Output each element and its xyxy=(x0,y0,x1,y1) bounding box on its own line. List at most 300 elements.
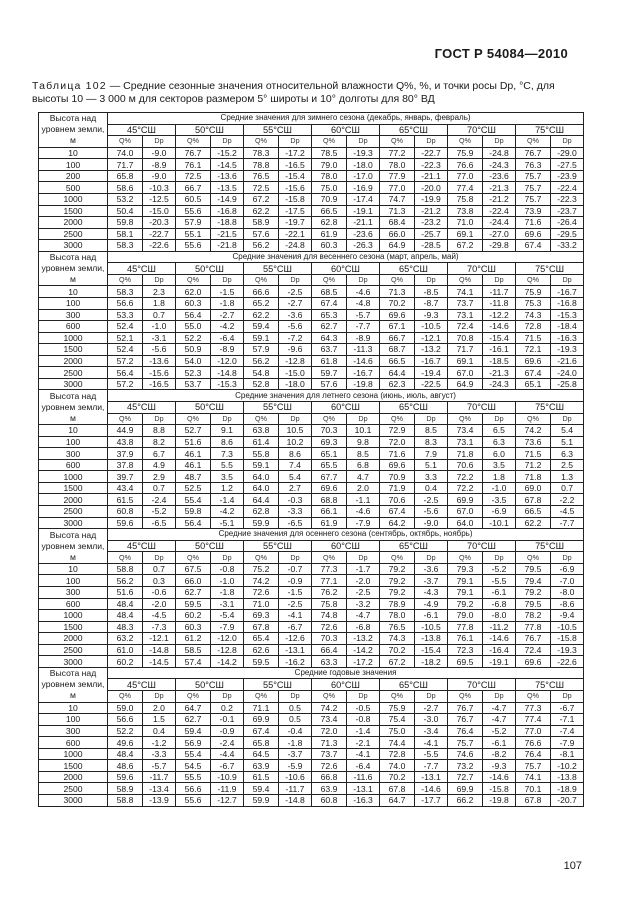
humidity-cell: 58.9 xyxy=(244,217,279,229)
humidity-subheader: Q% xyxy=(380,136,415,148)
dewpoint-cell: -24.8 xyxy=(279,240,312,252)
table-row xyxy=(39,436,584,448)
humidity-cell: 61.9 xyxy=(312,228,347,240)
latitude-header: 60°СШ xyxy=(312,679,380,691)
humidity-cell: 75.7 xyxy=(516,760,551,772)
dewpoint-cell: -7.7 xyxy=(347,321,380,333)
dewpoint-cell: -8.7 xyxy=(415,298,448,310)
humidity-subheader: Q% xyxy=(108,691,143,703)
dewpoint-cell: -1.4 xyxy=(211,494,244,506)
humidity-cell: 76.5 xyxy=(380,621,415,633)
dewpoint-cell: -22.5 xyxy=(415,378,448,390)
season-title: Средние значения для осеннего сезона (сентябрь, октябрь, ноябрь) xyxy=(108,529,584,541)
dewpoint-cell: -16.5 xyxy=(143,378,176,390)
humidity-subheader: Q% xyxy=(380,274,415,286)
humidity-subheader: Q% xyxy=(448,552,483,564)
dewpoint-subheader: Dр xyxy=(483,691,516,703)
height-cell: 10 xyxy=(39,563,108,575)
height-cell: 3000 xyxy=(39,656,108,668)
humidity-cell: 60.3 xyxy=(176,621,211,633)
humidity-cell: 76.3 xyxy=(516,159,551,171)
table-row xyxy=(39,228,584,240)
dewpoint-cell: -3.3 xyxy=(143,748,176,760)
humidity-cell: 50.9 xyxy=(176,344,211,356)
humidity-cell: 69.6 xyxy=(380,459,415,471)
dewpoint-cell: -22.4 xyxy=(483,205,516,217)
dewpoint-cell: -2.0 xyxy=(347,575,380,587)
dewpoint-cell: 10.5 xyxy=(279,425,312,437)
dewpoint-cell: -15.4 xyxy=(415,644,448,656)
latitude-header: 60°СШ xyxy=(312,124,380,136)
table-row xyxy=(39,217,584,229)
humidity-cell: 68.4 xyxy=(380,217,415,229)
dewpoint-cell: -17.4 xyxy=(347,193,380,205)
humidity-cell: 61.0 xyxy=(108,644,143,656)
dewpoint-cell: -3.7 xyxy=(415,575,448,587)
humidity-subheader: Q% xyxy=(244,691,279,703)
humidity-cell: 76.7 xyxy=(176,147,211,159)
dewpoint-subheader: Dр xyxy=(211,413,244,425)
height-cell: 600 xyxy=(39,598,108,610)
humidity-cell: 72.2 xyxy=(448,471,483,483)
dewpoint-cell: -2.7 xyxy=(415,702,448,714)
latitude-header: 60°СШ xyxy=(312,540,380,552)
humidity-cell: 70.6 xyxy=(380,494,415,506)
humidity-cell: 67.0 xyxy=(448,506,483,518)
humidity-cell: 57.6 xyxy=(312,378,347,390)
humidity-cell: 78.0 xyxy=(380,159,415,171)
table-row xyxy=(39,355,584,367)
height-cell: 2000 xyxy=(39,355,108,367)
dewpoint-cell: -13.8 xyxy=(415,633,448,645)
dewpoint-cell: -11.7 xyxy=(143,771,176,783)
dewpoint-cell: 7.3 xyxy=(211,448,244,460)
humidity-cell: 37.9 xyxy=(108,448,143,460)
height-cell: 1000 xyxy=(39,748,108,760)
dewpoint-cell: -1.1 xyxy=(347,494,380,506)
dewpoint-subheader: Dр xyxy=(483,413,516,425)
dewpoint-cell: -1.8 xyxy=(211,298,244,310)
table-caption xyxy=(32,80,592,106)
dewpoint-cell: -9.0 xyxy=(415,517,448,529)
height-cell: 10 xyxy=(39,147,108,159)
dewpoint-cell: -20.7 xyxy=(551,794,584,806)
humidity-cell: 52.8 xyxy=(244,378,279,390)
dewpoint-cell: -4.4 xyxy=(211,748,244,760)
humidity-cell: 59.9 xyxy=(244,517,279,529)
dewpoint-cell: -5.2 xyxy=(483,725,516,737)
humidity-cell: 64.4 xyxy=(380,367,415,379)
humidity-cell: 71.8 xyxy=(448,448,483,460)
height-cell: 300 xyxy=(39,586,108,598)
latitude-row xyxy=(39,679,584,691)
humidity-cell: 64.3 xyxy=(312,332,347,344)
dewpoint-cell: 8.8 xyxy=(143,425,176,437)
dewpoint-cell: -4.1 xyxy=(415,737,448,749)
latitude-header: 50°СШ xyxy=(176,263,244,275)
humidity-cell: 67.8 xyxy=(380,783,415,795)
dewpoint-cell: -14.6 xyxy=(483,771,516,783)
humidity-subheader: Q% xyxy=(380,691,415,703)
humidity-cell: 54.5 xyxy=(176,760,211,772)
height-cell: 2500 xyxy=(39,228,108,240)
dewpoint-cell: -12.6 xyxy=(279,633,312,645)
dewpoint-cell: -19.3 xyxy=(551,344,584,356)
height-cell: 300 xyxy=(39,725,108,737)
document-header: ГОСТ Р 54084—2010 xyxy=(434,46,568,61)
dewpoint-subheader: Dр xyxy=(211,274,244,286)
dewpoint-cell: -12.1 xyxy=(143,633,176,645)
dewpoint-cell: -28.5 xyxy=(415,240,448,252)
dewpoint-cell: 0.7 xyxy=(143,309,176,321)
dewpoint-cell: -3.4 xyxy=(415,725,448,737)
height-cell: 300 xyxy=(39,448,108,460)
humidity-cell: 52.4 xyxy=(108,321,143,333)
humidity-cell: 79.2 xyxy=(448,598,483,610)
dewpoint-cell: -29.8 xyxy=(483,240,516,252)
humidity-cell: 79.3 xyxy=(448,563,483,575)
dewpoint-subheader: Dр xyxy=(279,552,312,564)
latitude-header: 45°СШ xyxy=(108,540,176,552)
dewpoint-cell: -22.6 xyxy=(143,240,176,252)
humidity-cell: 67.5 xyxy=(176,563,211,575)
dewpoint-cell: -4.1 xyxy=(347,748,380,760)
dewpoint-cell: -1.0 xyxy=(211,575,244,587)
dewpoint-subheader: Dр xyxy=(347,552,380,564)
dewpoint-cell: 2.0 xyxy=(347,482,380,494)
humidity-subheader: Q% xyxy=(448,274,483,286)
humidity-cell: 64.2 xyxy=(380,517,415,529)
humidity-cell: 71.7 xyxy=(448,344,483,356)
humidity-cell: 69.9 xyxy=(448,783,483,795)
dewpoint-cell: -16.2 xyxy=(279,656,312,668)
dewpoint-cell: -15.6 xyxy=(279,182,312,194)
humidity-cell: 74.1 xyxy=(516,771,551,783)
dewpoint-cell: -6.5 xyxy=(279,517,312,529)
dewpoint-cell: -4.5 xyxy=(143,610,176,622)
humidity-cell: 58.6 xyxy=(108,182,143,194)
humidity-cell: 66.2 xyxy=(448,794,483,806)
dewpoint-cell: -17.7 xyxy=(415,794,448,806)
dewpoint-cell: -22.1 xyxy=(279,228,312,240)
dewpoint-cell: -19.8 xyxy=(347,378,380,390)
humidity-cell: 73.1 xyxy=(448,436,483,448)
dewpoint-cell: -23.6 xyxy=(347,228,380,240)
humidity-cell: 64.9 xyxy=(448,378,483,390)
dewpoint-cell: -16.1 xyxy=(483,344,516,356)
humidity-cell: 74.0 xyxy=(108,147,143,159)
dewpoint-cell: 3.5 xyxy=(483,459,516,471)
humidity-subheader: Q% xyxy=(108,274,143,286)
dewpoint-cell: 8.2 xyxy=(143,436,176,448)
humidity-cell: 52.4 xyxy=(108,344,143,356)
dewpoint-cell: -15.2 xyxy=(211,147,244,159)
dewpoint-cell: -18.0 xyxy=(347,159,380,171)
humidity-cell: 69.3 xyxy=(312,436,347,448)
dewpoint-cell: -0.9 xyxy=(279,575,312,587)
dewpoint-subheader: Dр xyxy=(347,274,380,286)
height-cell: 1500 xyxy=(39,482,108,494)
latitude-header: 50°СШ xyxy=(176,402,244,414)
humidity-cell: 72.8 xyxy=(516,321,551,333)
dewpoint-cell: 2.9 xyxy=(143,471,176,483)
dewpoint-cell: -21.6 xyxy=(551,355,584,367)
dewpoint-cell: -7.9 xyxy=(211,621,244,633)
dewpoint-cell: 5.4 xyxy=(551,425,584,437)
humidity-cell: 71.5 xyxy=(516,448,551,460)
dewpoint-cell: -8.6 xyxy=(551,598,584,610)
dewpoint-cell: 2.3 xyxy=(143,286,176,298)
humidity-cell: 77.8 xyxy=(516,621,551,633)
humidity-cell: 62.7 xyxy=(176,586,211,598)
dewpoint-cell: -3.6 xyxy=(415,563,448,575)
humidity-cell: 77.0 xyxy=(448,170,483,182)
dewpoint-cell: -3.1 xyxy=(211,598,244,610)
season-title: Средние значения для зимнего сезона (декабрь, январь, февраль) xyxy=(108,113,584,125)
dewpoint-cell: -17.2 xyxy=(279,147,312,159)
humidity-cell: 56.2 xyxy=(244,240,279,252)
humidity-cell: 79.5 xyxy=(516,598,551,610)
humidity-cell: 71.6 xyxy=(516,217,551,229)
humidity-subheader: Q% xyxy=(176,413,211,425)
height-cell: 1500 xyxy=(39,205,108,217)
dewpoint-cell: -21.2 xyxy=(483,193,516,205)
height-cell: 300 xyxy=(39,309,108,321)
dewpoint-subheader: Dр xyxy=(415,136,448,148)
humidity-cell: 76.6 xyxy=(516,737,551,749)
dewpoint-cell: -14.2 xyxy=(347,644,380,656)
dewpoint-cell: -19.3 xyxy=(551,644,584,656)
humidity-cell: 67.4 xyxy=(244,725,279,737)
dewpoint-subheader: Dр xyxy=(143,136,176,148)
humidity-cell: 64.0 xyxy=(448,517,483,529)
dewpoint-cell: -8.9 xyxy=(211,344,244,356)
height-cell: 10 xyxy=(39,425,108,437)
latitude-header: 60°СШ xyxy=(312,263,380,275)
block-title-row xyxy=(39,529,584,541)
humidity-cell: 72.4 xyxy=(448,321,483,333)
dewpoint-cell: -4.6 xyxy=(347,286,380,298)
dewpoint-cell: -14.2 xyxy=(211,656,244,668)
dewpoint-cell: -1.0 xyxy=(143,321,176,333)
dewpoint-cell: 8.6 xyxy=(279,448,312,460)
dewpoint-cell: -2.1 xyxy=(347,737,380,749)
humidity-cell: 57.9 xyxy=(176,217,211,229)
dewpoint-cell: -13.2 xyxy=(415,344,448,356)
height-cell: 3000 xyxy=(39,378,108,390)
humidity-cell: 73.2 xyxy=(448,760,483,772)
latitude-row xyxy=(39,540,584,552)
humidity-cell: 48.6 xyxy=(108,760,143,772)
humidity-cell: 70.1 xyxy=(516,783,551,795)
dewpoint-cell: 10.1 xyxy=(347,425,380,437)
dewpoint-cell: -1.5 xyxy=(279,586,312,598)
humidity-cell: 55.6 xyxy=(176,794,211,806)
dewpoint-subheader: Dр xyxy=(347,691,380,703)
humidity-cell: 66.1 xyxy=(312,506,347,518)
dewpoint-cell: -24.3 xyxy=(483,378,516,390)
humidity-cell: 50.4 xyxy=(108,205,143,217)
dewpoint-cell: 0.7 xyxy=(143,563,176,575)
humidity-cell: 67.4 xyxy=(516,240,551,252)
dewpoint-cell: 8.3 xyxy=(415,436,448,448)
dewpoint-cell: -1.7 xyxy=(347,563,380,575)
humidity-cell: 72.8 xyxy=(380,748,415,760)
humidity-cell: 64.0 xyxy=(244,471,279,483)
dewpoint-cell: -21.2 xyxy=(415,205,448,217)
dewpoint-cell: -3.2 xyxy=(347,598,380,610)
humidity-cell: 58.1 xyxy=(108,228,143,240)
humidity-cell: 59.7 xyxy=(312,367,347,379)
latitude-row xyxy=(39,402,584,414)
dewpoint-subheader: Dр xyxy=(279,691,312,703)
dewpoint-subheader: Dр xyxy=(551,691,584,703)
humidity-subheader: Q% xyxy=(312,413,347,425)
height-cell: 600 xyxy=(39,737,108,749)
humidity-cell: 79.2 xyxy=(380,575,415,587)
humidity-cell: 48.4 xyxy=(108,748,143,760)
dewpoint-cell: 2.7 xyxy=(279,482,312,494)
humidity-cell: 55.5 xyxy=(176,771,211,783)
height-cell: 2000 xyxy=(39,771,108,783)
dewpoint-cell: -4.2 xyxy=(211,506,244,518)
humidity-cell: 67.4 xyxy=(312,298,347,310)
dewpoint-cell: -3.1 xyxy=(143,332,176,344)
dewpoint-cell: -15.0 xyxy=(143,205,176,217)
dewpoint-cell: -5.1 xyxy=(211,517,244,529)
humidity-cell: 73.4 xyxy=(448,425,483,437)
humidity-cell: 55.4 xyxy=(176,494,211,506)
dewpoint-cell: 5.4 xyxy=(279,471,312,483)
humidity-cell: 43.8 xyxy=(108,436,143,448)
dewpoint-cell: -13.1 xyxy=(415,771,448,783)
height-cell: 100 xyxy=(39,714,108,726)
height-cell: 2500 xyxy=(39,506,108,518)
humidity-cell: 63.9 xyxy=(312,783,347,795)
dewpoint-cell: -7.9 xyxy=(347,517,380,529)
dewpoint-cell: -5.7 xyxy=(347,309,380,321)
dewpoint-cell: -3.6 xyxy=(279,309,312,321)
humidity-cell: 63.2 xyxy=(108,633,143,645)
humidity-cell: 56.4 xyxy=(176,309,211,321)
dewpoint-cell: -17.2 xyxy=(347,656,380,668)
humidity-cell: 77.4 xyxy=(448,182,483,194)
dewpoint-cell: -5.5 xyxy=(415,748,448,760)
height-cell: 3000 xyxy=(39,794,108,806)
humidity-cell: 74.2 xyxy=(516,425,551,437)
dewpoint-cell: -9.3 xyxy=(483,760,516,772)
humidity-cell: 52.2 xyxy=(108,725,143,737)
dewpoint-cell: -6.8 xyxy=(347,621,380,633)
humidity-cell: 68.5 xyxy=(312,286,347,298)
dewpoint-subheader: Dр xyxy=(211,136,244,148)
humidity-cell: 60.3 xyxy=(176,298,211,310)
humidity-cell: 79.1 xyxy=(448,586,483,598)
humidity-cell: 44.9 xyxy=(108,425,143,437)
dewpoint-cell: 6.5 xyxy=(483,425,516,437)
season-title: Средние значения для весеннего сезона (март, апрель, май) xyxy=(108,251,584,263)
dewpoint-cell: -5.7 xyxy=(143,760,176,772)
dewpoint-cell: -10.5 xyxy=(415,621,448,633)
humidity-subheader: Q% xyxy=(312,274,347,286)
humidity-subheader: Q% xyxy=(380,552,415,564)
humidity-cell: 67.8 xyxy=(516,794,551,806)
dewpoint-cell: -1.8 xyxy=(211,586,244,598)
humidity-cell: 75.7 xyxy=(448,737,483,749)
dewpoint-cell: -18.0 xyxy=(279,378,312,390)
table-row xyxy=(39,309,584,321)
dewpoint-cell: -21.1 xyxy=(415,170,448,182)
humidity-cell: 52.1 xyxy=(108,332,143,344)
dewpoint-cell: -22.6 xyxy=(551,656,584,668)
humidity-cell: 75.7 xyxy=(516,182,551,194)
dewpoint-cell: 6.7 xyxy=(143,448,176,460)
dewpoint-cell: -1.0 xyxy=(483,482,516,494)
latitude-header: 60°СШ xyxy=(312,402,380,414)
humidity-cell: 59.8 xyxy=(108,217,143,229)
height-cell: 1500 xyxy=(39,621,108,633)
dewpoint-cell: -6.1 xyxy=(483,737,516,749)
humidity-cell: 70.2 xyxy=(380,771,415,783)
humidity-cell: 52.7 xyxy=(176,425,211,437)
humidity-cell: 70.2 xyxy=(380,644,415,656)
humidity-cell: 72.5 xyxy=(176,170,211,182)
humidity-cell: 69.6 xyxy=(312,482,347,494)
humidity-cell: 70.3 xyxy=(312,633,347,645)
table-row xyxy=(39,771,584,783)
dewpoint-cell: -21.1 xyxy=(347,217,380,229)
table-row xyxy=(39,644,584,656)
humidity-cell: 67.4 xyxy=(380,506,415,518)
dewpoint-cell: -2.5 xyxy=(415,494,448,506)
humidity-cell: 74.4 xyxy=(380,737,415,749)
dewpoint-cell: -6.5 xyxy=(143,517,176,529)
table-row xyxy=(39,205,584,217)
humidity-cell: 75.9 xyxy=(516,286,551,298)
humidity-cell: 76.4 xyxy=(448,725,483,737)
humidity-cell: 67.2 xyxy=(244,193,279,205)
dewpoint-cell: 4.9 xyxy=(143,459,176,471)
dewpoint-cell: -19.9 xyxy=(415,193,448,205)
humidity-cell: 56.4 xyxy=(176,517,211,529)
subheader-row xyxy=(39,691,584,703)
dewpoint-cell: -15.4 xyxy=(483,332,516,344)
humidity-cell: 56.2 xyxy=(244,355,279,367)
humidity-cell: 62.7 xyxy=(176,714,211,726)
humidity-cell: 71.5 xyxy=(516,332,551,344)
dewpoint-cell: -7.0 xyxy=(551,575,584,587)
dewpoint-subheader: Dр xyxy=(483,552,516,564)
humidity-subheader: Q% xyxy=(108,136,143,148)
humidity-cell: 67.4 xyxy=(516,367,551,379)
table-row xyxy=(39,737,584,749)
humidity-cell: 62.2 xyxy=(516,517,551,529)
dewpoint-cell: -1.4 xyxy=(347,725,380,737)
humidity-cell: 48.4 xyxy=(108,610,143,622)
humidity-cell: 75.9 xyxy=(380,702,415,714)
dewpoint-cell: -19.1 xyxy=(483,656,516,668)
humidity-cell: 73.4 xyxy=(312,714,347,726)
dewpoint-cell: -14.8 xyxy=(279,794,312,806)
dewpoint-cell: -12.0 xyxy=(211,633,244,645)
humidity-cell: 67.1 xyxy=(380,321,415,333)
height-cell: 2000 xyxy=(39,494,108,506)
humidity-cell: 64.7 xyxy=(176,702,211,714)
latitude-header: 70°СШ xyxy=(448,679,516,691)
dewpoint-subheader: Dр xyxy=(551,413,584,425)
dewpoint-cell: -11.6 xyxy=(347,771,380,783)
latitude-header: 70°СШ xyxy=(448,540,516,552)
